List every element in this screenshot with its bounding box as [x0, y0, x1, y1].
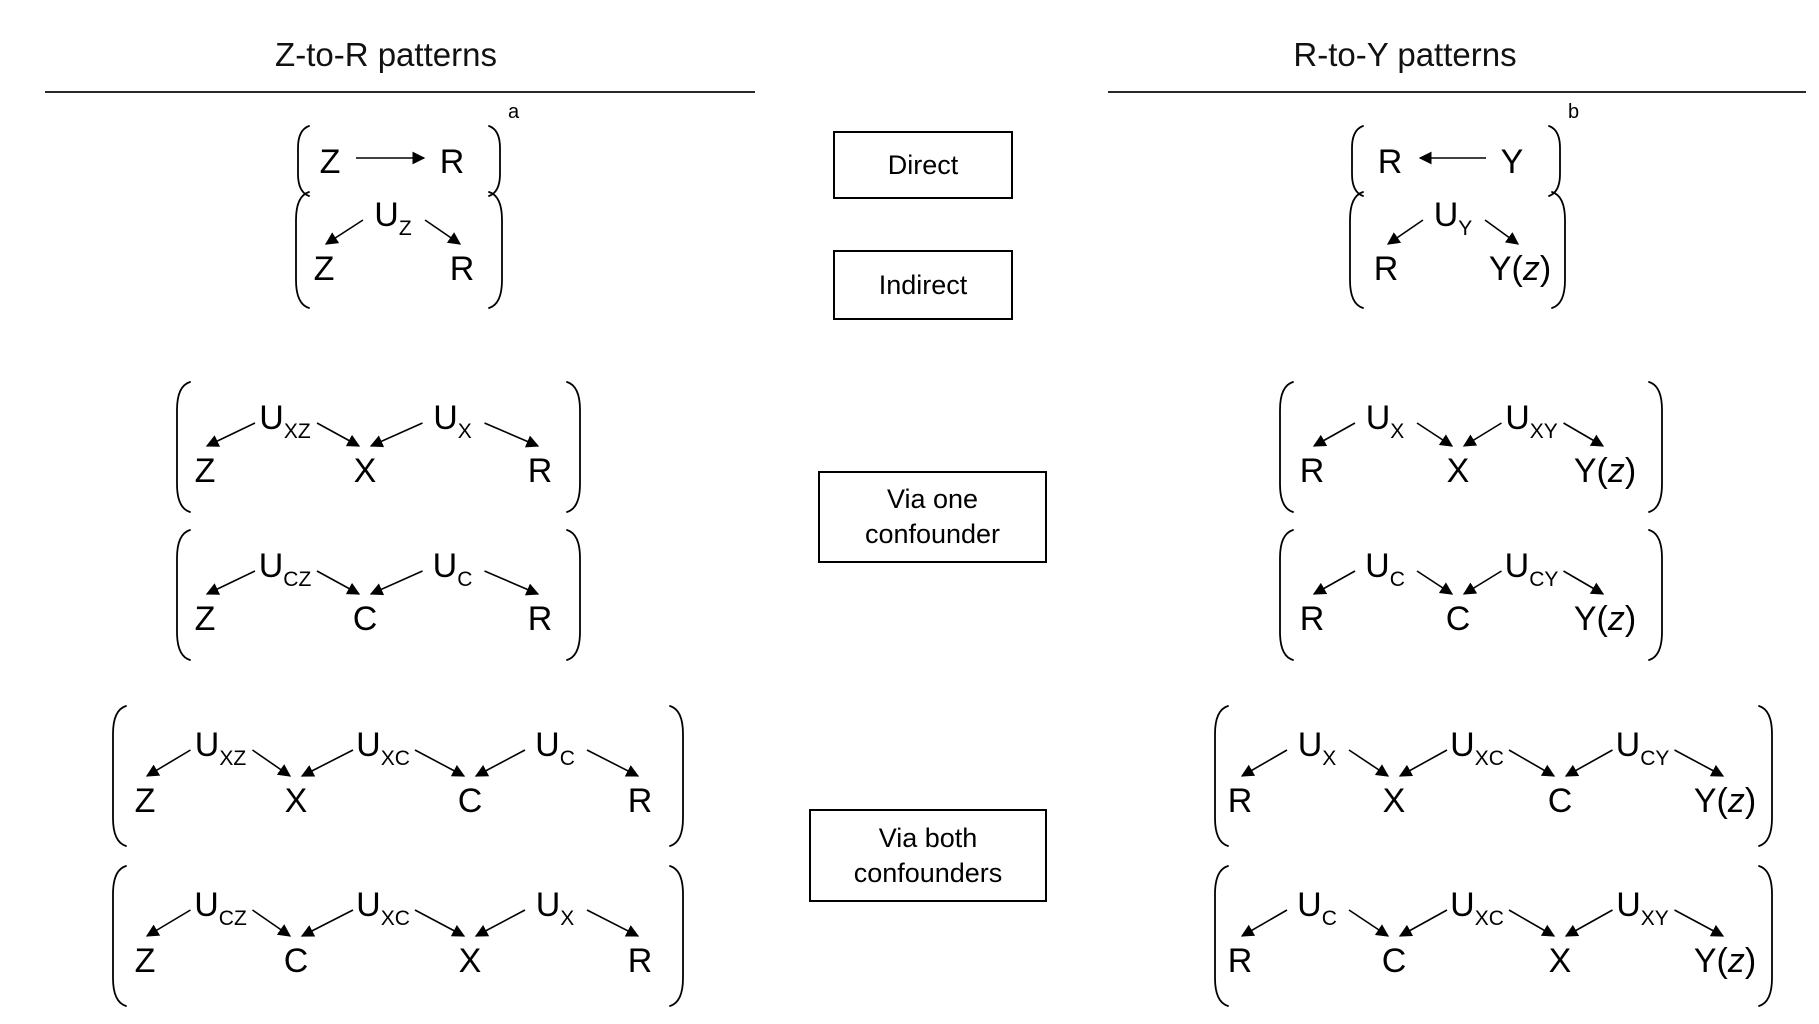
node-label: R — [1299, 452, 1325, 490]
causal-arrow — [415, 750, 464, 776]
diagram-ztr-via-c — [177, 530, 580, 660]
node-label: Y(z) — [1573, 452, 1637, 490]
confounder-label: $U_Z$ — [374, 196, 412, 240]
causal-arrow — [587, 910, 638, 936]
diagram-rty-via-x-c — [1215, 706, 1772, 846]
confounder-label: $U_{XC}$ — [356, 726, 410, 770]
category-label-line2: confounder — [864, 519, 1001, 549]
node-label: C — [1381, 942, 1407, 980]
bracket-right — [1552, 192, 1565, 308]
causal-arrow — [147, 910, 191, 936]
confounder-label: $U_{XY}$ — [1616, 886, 1669, 930]
causal-arrow — [147, 750, 191, 776]
confounder-label: $U_{XC}$ — [1450, 886, 1504, 930]
node-label: Z — [194, 600, 216, 638]
causal-arrow — [1464, 571, 1502, 594]
causal-arrow — [317, 423, 359, 446]
causal-arrow — [1485, 220, 1518, 244]
causal-arrow — [1417, 423, 1452, 446]
node-label: X — [458, 942, 482, 980]
category-label-line1: Via one — [886, 484, 979, 514]
node-label: X — [353, 452, 377, 490]
bracket-left — [177, 382, 190, 512]
superscript-note: a — [508, 101, 520, 123]
causal-arrow — [371, 423, 423, 446]
confounder-label: $U_C$ — [432, 547, 473, 591]
bracket-right — [1649, 382, 1662, 512]
causal-arrow — [371, 571, 423, 594]
node-label: C — [1445, 600, 1471, 638]
node-label: R — [1373, 250, 1399, 288]
causal-arrow — [1349, 750, 1388, 776]
diagram-ztr-via-x — [177, 382, 580, 512]
diagram-ztr-indirect — [296, 192, 502, 308]
confounder-label: $U_{CZ}$ — [194, 886, 247, 930]
node-label: Y(z) — [1693, 782, 1757, 820]
causal-arrow — [1242, 910, 1287, 936]
bracket-right — [489, 126, 500, 196]
confounder-label: $U_{XC}$ — [1450, 726, 1504, 770]
node-label: Y(z) — [1693, 942, 1757, 980]
causal-arrow — [485, 571, 539, 594]
causal-arrow — [485, 423, 539, 446]
category-label-line2: confounders — [853, 857, 1003, 888]
node-label: Z — [134, 942, 156, 980]
causal-arrow — [1314, 571, 1355, 594]
causal-arrow — [1675, 910, 1724, 936]
causal-arrow — [1675, 750, 1724, 776]
node-label: Z — [313, 250, 335, 288]
bracket-right — [1759, 866, 1772, 1006]
bracket-right — [1549, 126, 1560, 196]
diagram-ztr-direct — [298, 101, 520, 196]
confounder-label: $U_{XC}$ — [356, 886, 410, 930]
bracket-left — [1352, 126, 1363, 196]
node-label: Z — [319, 143, 341, 181]
causal-arrow — [207, 423, 255, 446]
confounder-label: $U_{XY}$ — [1505, 399, 1558, 443]
node-label: X — [1548, 942, 1572, 980]
right-panel-title: R-to-Y patterns — [1293, 36, 1517, 73]
causal-arrow — [317, 571, 359, 594]
bracket-right — [567, 382, 580, 512]
node-label: R — [1227, 942, 1253, 980]
causal-arrow — [1509, 910, 1554, 936]
diagram-rty-via-x — [1280, 382, 1662, 512]
node-label: C — [283, 942, 309, 980]
bracket-left — [1280, 382, 1293, 512]
node-label: C — [1547, 782, 1573, 820]
category-label: Direct — [887, 149, 959, 180]
causal-arrow — [476, 750, 525, 776]
node-label: C — [352, 600, 378, 638]
bracket-right — [489, 192, 502, 308]
confounder-label: $U_X$ — [535, 886, 575, 930]
bracket-right — [1759, 706, 1772, 846]
node-label: X — [1382, 782, 1406, 820]
node-label: R — [627, 782, 653, 820]
bracket-left — [177, 530, 190, 660]
left-panel-title: Z-to-R patterns — [275, 36, 497, 73]
diagram-ztr-via-c-x — [113, 866, 683, 1006]
causal-arrow — [253, 910, 291, 936]
causal-arrow — [1400, 910, 1447, 936]
causal-arrow — [1242, 750, 1287, 776]
causal-arrow — [1400, 750, 1447, 776]
diagram-rty-direct — [1352, 101, 1579, 196]
bracket-right — [567, 530, 580, 660]
category-label: Indirect — [878, 269, 968, 300]
bracket-left — [1215, 866, 1228, 1006]
causal-arrow — [1349, 910, 1388, 936]
causal-arrow — [302, 910, 353, 936]
confounder-label: $U_{CY}$ — [1615, 726, 1670, 770]
node-label: R — [627, 942, 653, 980]
confounder-label: $U_{CZ}$ — [258, 547, 312, 591]
diagram-rty-indirect — [1350, 192, 1565, 308]
bracket-left — [296, 192, 309, 308]
confounder-label: $U_{XZ}$ — [194, 726, 247, 770]
causal-arrow — [207, 571, 255, 594]
superscript-note: b — [1568, 101, 1580, 123]
causal-arrow — [1464, 423, 1502, 446]
category-label-line1: Via both — [878, 822, 978, 853]
bracket-left — [298, 126, 309, 196]
causal-arrow — [1564, 571, 1604, 594]
confounder-label: $U_C$ — [1365, 547, 1405, 591]
bracket-right — [670, 706, 683, 846]
causal-arrow — [326, 220, 363, 244]
node-label: R — [449, 250, 475, 288]
node-label: R — [527, 452, 553, 490]
node-label: Z — [194, 452, 216, 490]
causal-arrow — [302, 750, 353, 776]
node-label: X — [284, 782, 308, 820]
causal-arrow — [587, 750, 638, 776]
diagram-rty-via-c — [1280, 530, 1662, 660]
node-label: R — [1377, 143, 1403, 181]
confounder-label: $U_Y$ — [1433, 196, 1473, 240]
causal-arrow — [1417, 571, 1452, 594]
bracket-left — [113, 866, 126, 1006]
bracket-left — [1350, 192, 1363, 308]
node-label: R — [1227, 782, 1253, 820]
causal-arrow — [415, 910, 464, 936]
bracket-left — [1215, 706, 1228, 846]
node-label: Z — [134, 782, 156, 820]
node-label: Y(z) — [1488, 250, 1552, 288]
causal-arrow — [1566, 910, 1613, 936]
causal-arrow — [425, 220, 460, 244]
diagram-rty-via-c-x — [1215, 866, 1772, 1006]
confounder-label: $U_X$ — [1297, 726, 1337, 770]
node-label: Y — [1500, 143, 1524, 181]
node-label: C — [457, 782, 483, 820]
confounder-label: $U_{CY}$ — [1504, 547, 1559, 591]
bracket-left — [113, 706, 126, 846]
node-label: Y(z) — [1573, 600, 1637, 638]
bracket-right — [670, 866, 683, 1006]
causal-arrow — [1388, 220, 1423, 244]
confounder-label: $U_X$ — [433, 399, 472, 443]
node-label: R — [527, 600, 553, 638]
causal-arrow — [253, 750, 291, 776]
node-label: R — [439, 143, 465, 181]
confounder-label: $U_X$ — [1365, 399, 1405, 443]
bracket-right — [1649, 530, 1662, 660]
causal-arrow — [1566, 750, 1613, 776]
confounder-label: $U_C$ — [1297, 886, 1337, 930]
confounder-label: $U_C$ — [535, 726, 575, 770]
causal-arrow — [1564, 423, 1604, 446]
causal-arrow — [1314, 423, 1355, 446]
diagram-ztr-via-x-c — [113, 706, 683, 846]
causal-arrow — [1509, 750, 1554, 776]
node-label: R — [1299, 600, 1325, 638]
bracket-left — [1280, 530, 1293, 660]
node-label: X — [1446, 452, 1470, 490]
causal-arrow — [476, 910, 525, 936]
confounder-label: $U_{XZ}$ — [259, 399, 311, 443]
